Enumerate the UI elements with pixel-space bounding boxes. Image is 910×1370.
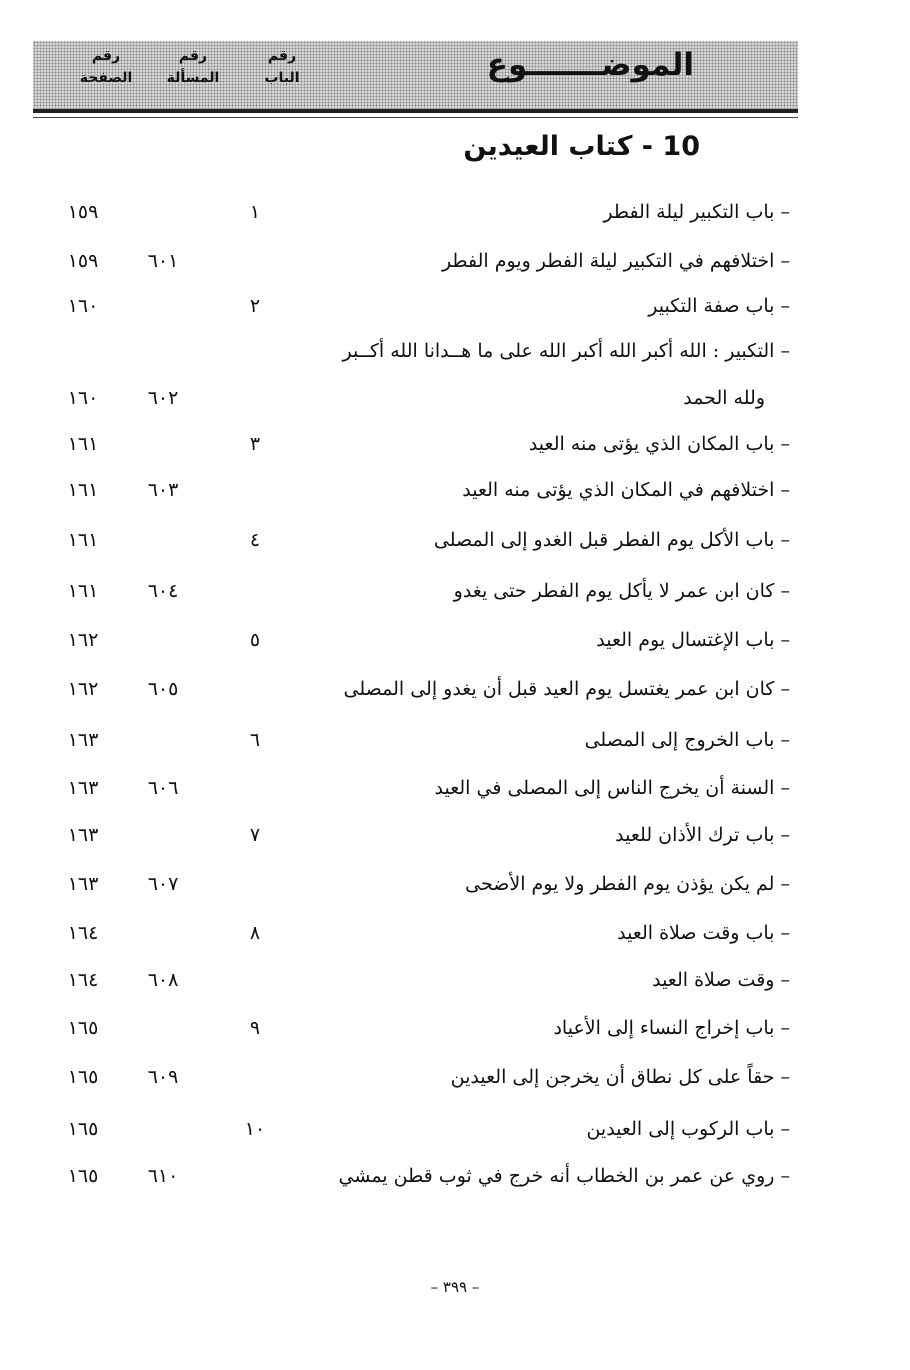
row-page-number: ١٦٥ xyxy=(67,1066,99,1088)
header-divider xyxy=(33,117,798,118)
row-chapter-number: ٣ xyxy=(249,433,261,455)
header-issue-label xyxy=(153,45,233,89)
row-topic: – التكبير : الله أكبر الله أكبر الله على ما هــدانا الله أكــبر xyxy=(342,340,790,362)
row-topic: – باب التكبير ليلة الفطر xyxy=(603,201,790,223)
row-issue-number: ٦٠٣ xyxy=(147,479,179,501)
row-topic: – كان ابن عمر يغتسل يوم العيد قبل أن يغدو إلى المصلى xyxy=(343,678,790,700)
table-row xyxy=(0,720,910,760)
row-page-number: ١٦٥ xyxy=(67,1118,99,1140)
table-row xyxy=(0,470,910,510)
row-page-number: ١٦٢ xyxy=(67,678,99,700)
row-chapter-number: ١ xyxy=(249,201,261,223)
row-topic: – لم يكن يؤذن يوم الفطر ولا يوم الأضحى xyxy=(465,873,790,895)
table-row xyxy=(0,864,910,904)
table-row xyxy=(0,378,910,418)
row-page-number: ١٦٥ xyxy=(67,1017,99,1039)
row-issue-number: ٦٠٩ xyxy=(147,1066,179,1088)
row-topic-continuation: ولله الحمد xyxy=(683,387,765,409)
row-issue-number: ٦٠٢ xyxy=(147,387,179,409)
table-row xyxy=(0,1109,910,1149)
table-row xyxy=(0,1057,910,1097)
row-page-number: ١٦٤ xyxy=(67,922,99,944)
table-row xyxy=(0,331,910,371)
table-row xyxy=(0,620,910,660)
row-chapter-number: ٤ xyxy=(249,529,261,551)
row-topic: – باب الخروج إلى المصلى xyxy=(584,729,790,751)
row-page-number: ١٦١ xyxy=(67,580,99,602)
header-chapter-label-line2: الباب xyxy=(264,70,300,86)
row-topic: – كان ابن عمر لا يأكل يوم الفطر حتى يغدو xyxy=(453,580,790,602)
row-topic: – السنة أن يخرج الناس إلى المصلى في العيد xyxy=(434,777,790,799)
header-chapter-label xyxy=(242,45,322,89)
row-issue-number: ٦٠٧ xyxy=(147,873,179,895)
section-title: 10 - كتاب العيدين xyxy=(463,131,700,162)
row-chapter-number: ٩ xyxy=(249,1017,261,1039)
header-issue-label-line2: المسألة xyxy=(166,70,220,86)
table-row xyxy=(0,1156,910,1196)
row-page-number: ١٦١ xyxy=(67,479,99,501)
row-topic: – اختلافهم في التكبير ليلة الفطر ويوم الفطر xyxy=(441,250,790,272)
table-row xyxy=(0,241,910,281)
header-page-label-line2: الصفحة xyxy=(79,70,133,86)
row-topic: – باب صفة التكبير xyxy=(648,295,790,317)
row-topic: – باب إخراج النساء إلى الأعياد xyxy=(553,1017,790,1039)
row-page-number: ١٦١ xyxy=(67,529,99,551)
row-chapter-number: ١٠ xyxy=(244,1118,266,1140)
row-topic: – وقت صلاة العيد xyxy=(652,969,790,991)
row-page-number: ١٦٢ xyxy=(67,629,99,651)
row-page-number: ١٦٠ xyxy=(67,295,99,317)
row-chapter-number: ٢ xyxy=(249,295,261,317)
row-issue-number: ٦٠٦ xyxy=(147,777,179,799)
row-page-number: ١٦٣ xyxy=(67,729,99,751)
table-row xyxy=(0,192,910,232)
row-page-number: ١٦٣ xyxy=(67,777,99,799)
row-page-number: ١٦٣ xyxy=(67,824,99,846)
page-number: – ٣٩٩ – xyxy=(430,1278,480,1296)
row-chapter-number: ٦ xyxy=(249,729,261,751)
row-issue-number: ٦٠٨ xyxy=(147,969,179,991)
row-page-number: ١٥٩ xyxy=(67,250,99,272)
table-row xyxy=(0,913,910,953)
header-page-label-line1: رقم xyxy=(91,48,121,64)
row-page-number: ١٦٠ xyxy=(67,387,99,409)
row-topic: – حقاً على كل نطاق أن يخرجن إلى العيدين xyxy=(450,1066,790,1088)
row-issue-number: ٦٠٤ xyxy=(147,580,179,602)
row-page-number: ١٦٤ xyxy=(67,969,99,991)
row-chapter-number: ٥ xyxy=(249,629,261,651)
table-row xyxy=(0,286,910,326)
row-topic: – باب وقت صلاة العيد xyxy=(617,922,790,944)
table-header xyxy=(33,41,798,113)
header-chapter-label-line1: رقم xyxy=(267,48,297,64)
row-topic: – باب المكان الذي يؤتى منه العيد xyxy=(528,433,790,455)
header-page-label xyxy=(66,45,146,89)
row-topic: – باب الإغتسال يوم العيد xyxy=(596,629,790,651)
row-page-number: ١٦٣ xyxy=(67,873,99,895)
row-chapter-number: ٨ xyxy=(249,922,261,944)
header-topic-label: الموضـــــــوع xyxy=(486,47,694,83)
row-page-number: ١٦١ xyxy=(67,433,99,455)
row-topic: – روي عن عمر بن الخطاب أنه خرج في ثوب قطن يمشي xyxy=(338,1165,790,1187)
row-topic: – باب الركوب إلى العيدين xyxy=(586,1118,790,1140)
table-row xyxy=(0,424,910,464)
table-row xyxy=(0,815,910,855)
table-row xyxy=(0,768,910,808)
row-issue-number: ٦٠١ xyxy=(147,250,179,272)
row-topic: – اختلافهم في المكان الذي يؤتى منه العيد xyxy=(462,479,790,501)
row-issue-number: ٦٠٥ xyxy=(147,678,179,700)
row-topic: – باب ترك الأذان للعيد xyxy=(615,824,790,846)
row-page-number: ١٦٥ xyxy=(67,1165,99,1187)
row-chapter-number: ٧ xyxy=(249,824,261,846)
header-issue-label-line1: رقم xyxy=(178,48,208,64)
table-row xyxy=(0,960,910,1000)
table-row xyxy=(0,520,910,560)
row-topic: – باب الأكل يوم الفطر قبل الغدو إلى المصلى xyxy=(433,529,790,551)
row-page-number: ١٥٩ xyxy=(67,201,99,223)
table-row xyxy=(0,669,910,709)
table-row xyxy=(0,1008,910,1048)
table-row xyxy=(0,571,910,611)
row-issue-number: ٦١٠ xyxy=(147,1165,179,1187)
